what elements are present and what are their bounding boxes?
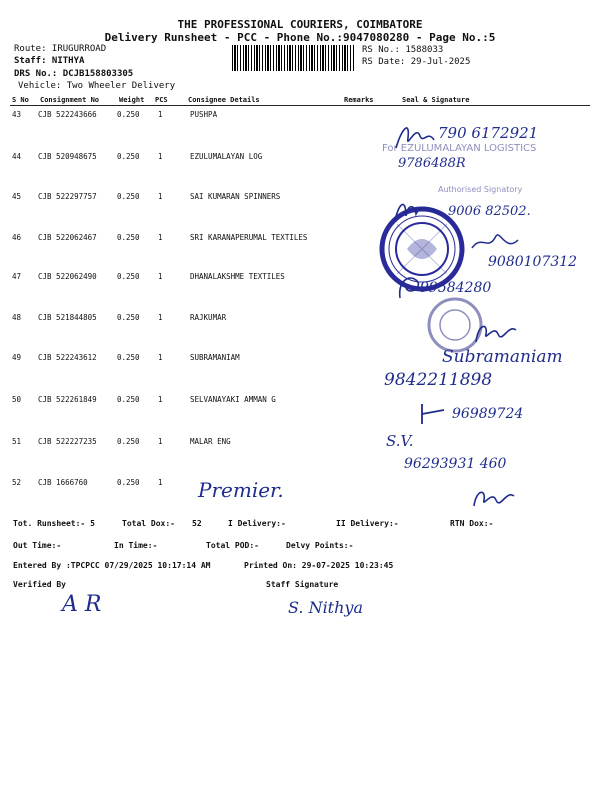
row-pcs: 1: [158, 395, 163, 404]
row-pcs: 1: [158, 478, 163, 487]
rtn-dox: RTN Dox:-: [450, 519, 494, 528]
col-consignment: Consignment No: [40, 96, 100, 104]
row-consignment: CJB 522227235: [38, 437, 97, 446]
signature-46-icon: [470, 226, 520, 256]
row-consignee: SRI KARANAPERUMAL TEXTILES: [190, 233, 308, 242]
out-time: Out Time:-: [13, 541, 62, 550]
row-consignment: CJB 521844805: [38, 313, 97, 322]
signature-48-icon: [472, 318, 520, 348]
row-weight: 0.250: [117, 152, 140, 161]
row-sno: 44: [12, 152, 22, 161]
staff-signature-label: Staff Signature: [266, 580, 339, 589]
row-weight: 0.250: [117, 313, 140, 322]
signature-43-icon: [392, 118, 438, 154]
barcode: [232, 45, 354, 71]
phone-49: 9842211898: [384, 370, 493, 390]
staff-label: Staff: NITHYA: [14, 56, 85, 66]
row-consignee: RAJKUMAR: [190, 313, 227, 322]
rs-number: RS No.: 1588033: [362, 45, 444, 55]
row-consignment: CJB 520948675: [38, 152, 97, 161]
row-consignment: CJB 522243612: [38, 353, 97, 362]
row-consignment: CJB 522297757: [38, 192, 97, 201]
row-pcs: 1: [158, 152, 163, 161]
header-rule: [10, 105, 590, 106]
runsheet-subtitle: Delivery Runsheet - PCC - Phone No.:9047080280 - Page No.:5: [104, 31, 496, 44]
row-sno: 50: [12, 395, 22, 404]
row-pcs: 1: [158, 233, 163, 242]
row-pcs: 1: [158, 272, 163, 281]
row-consignee: MALAR ENG: [190, 437, 231, 446]
col-remarks: Remarks: [344, 96, 374, 104]
authorised-stamp: Authorised Signatory: [438, 185, 523, 194]
row-consignment: CJB 522062467: [38, 233, 97, 242]
row-sno: 45: [12, 192, 22, 201]
i-delivery: I Delivery:-: [228, 519, 286, 528]
col-sno: S No: [12, 96, 29, 104]
drs-label: DRS No.: DCJB158803305: [14, 69, 134, 79]
row-weight: 0.250: [117, 395, 140, 404]
phone-50: 96989724: [452, 406, 524, 422]
row-consignee: SUBRAMANIAM: [190, 353, 240, 362]
tot-runsheet: Tot. Runsheet:- 5: [13, 519, 95, 528]
row-sno: 46: [12, 233, 22, 242]
signature-49-text: Subramaniam: [442, 347, 563, 367]
signature-51-text: S.V.: [386, 432, 414, 450]
row-weight: 0.250: [117, 478, 140, 487]
phone-47: 99584280: [420, 280, 492, 296]
phone-45: 9006 82502.: [448, 204, 531, 219]
col-seal-signature: Seal & Signature: [402, 96, 470, 104]
row-sno: 47: [12, 272, 22, 281]
rs-date: RS Date: 29-Jul-2025: [362, 57, 471, 67]
row-weight: 0.250: [117, 110, 140, 119]
row-sno: 48: [12, 313, 22, 322]
total-dox-label: Total Dox:-: [122, 519, 175, 528]
row-consignee: SAI KUMARAN SPINNERS: [190, 192, 281, 201]
company-title: THE PROFESSIONAL COURIERS, COIMBATORE: [177, 18, 423, 31]
ii-delivery: II Delivery:-: [336, 519, 399, 528]
phone-44: 9786488R: [398, 156, 466, 171]
row-consignee: SELVANAYAKI AMMAN G: [190, 395, 276, 404]
total-dox-value: 52: [192, 519, 202, 528]
col-weight: Weight: [119, 96, 145, 104]
route-label: Route: IRUGURROAD: [14, 44, 107, 54]
col-consignee: Consignee Details: [188, 96, 260, 104]
in-time: In Time:-: [114, 541, 158, 550]
signature-50-icon: [414, 400, 450, 428]
row-pcs: 1: [158, 192, 163, 201]
delvy-points: Delvy Points:-: [286, 541, 354, 550]
row-consignment: CJB 522243666: [38, 110, 97, 119]
row-weight: 0.250: [117, 353, 140, 362]
row-consignee: DHANALAKSHME TEXTILES: [190, 272, 285, 281]
row-consignment: CJB 1666760: [38, 478, 88, 487]
row-pcs: 1: [158, 353, 163, 362]
row-pcs: 1: [158, 437, 163, 446]
row-pcs: 1: [158, 110, 163, 119]
row-weight: 0.250: [117, 272, 140, 281]
signature-45-icon: [392, 196, 442, 226]
total-pod: Total POD:-: [206, 541, 259, 550]
signature-52-icon: [470, 484, 518, 512]
row-sno: 51: [12, 437, 22, 446]
row-sno: 52: [12, 478, 22, 487]
row-sno: 49: [12, 353, 22, 362]
row-consignee: EZULUMALAYAN LOG: [190, 152, 263, 161]
row-consignment: CJB 522261849: [38, 395, 97, 404]
row-sno: 43: [12, 110, 22, 119]
row-consignment: CJB 522062490: [38, 272, 97, 281]
vehicle-label: Vehicle: Two Wheeler Delivery: [18, 81, 176, 91]
staff-signature: S. Nithya: [288, 598, 363, 617]
printed-on: Printed On: 29-07-2025 10:23:45: [244, 561, 394, 570]
logistics-stamp: For EZULUMALAYAN LOGISTICS: [382, 143, 537, 154]
entered-by: Entered By :TPCPCC 07/29/2025 10:17:14 AM: [13, 561, 211, 570]
verified-by-label: Verified By: [13, 580, 66, 589]
phone-43: 790 6172921: [438, 124, 539, 142]
row-weight: 0.250: [117, 233, 140, 242]
row-weight: 0.250: [117, 192, 140, 201]
phone-51: 96293931 460: [404, 456, 507, 472]
row-weight: 0.250: [117, 437, 140, 446]
phone-46: 9080107312: [488, 254, 578, 270]
row-consignee: PUSHPA: [190, 110, 218, 119]
verified-signature: A R: [62, 592, 102, 617]
consignee-52-handwritten: Premier.: [198, 478, 284, 502]
row-pcs: 1: [158, 313, 163, 322]
col-pcs: PCS: [155, 96, 168, 104]
